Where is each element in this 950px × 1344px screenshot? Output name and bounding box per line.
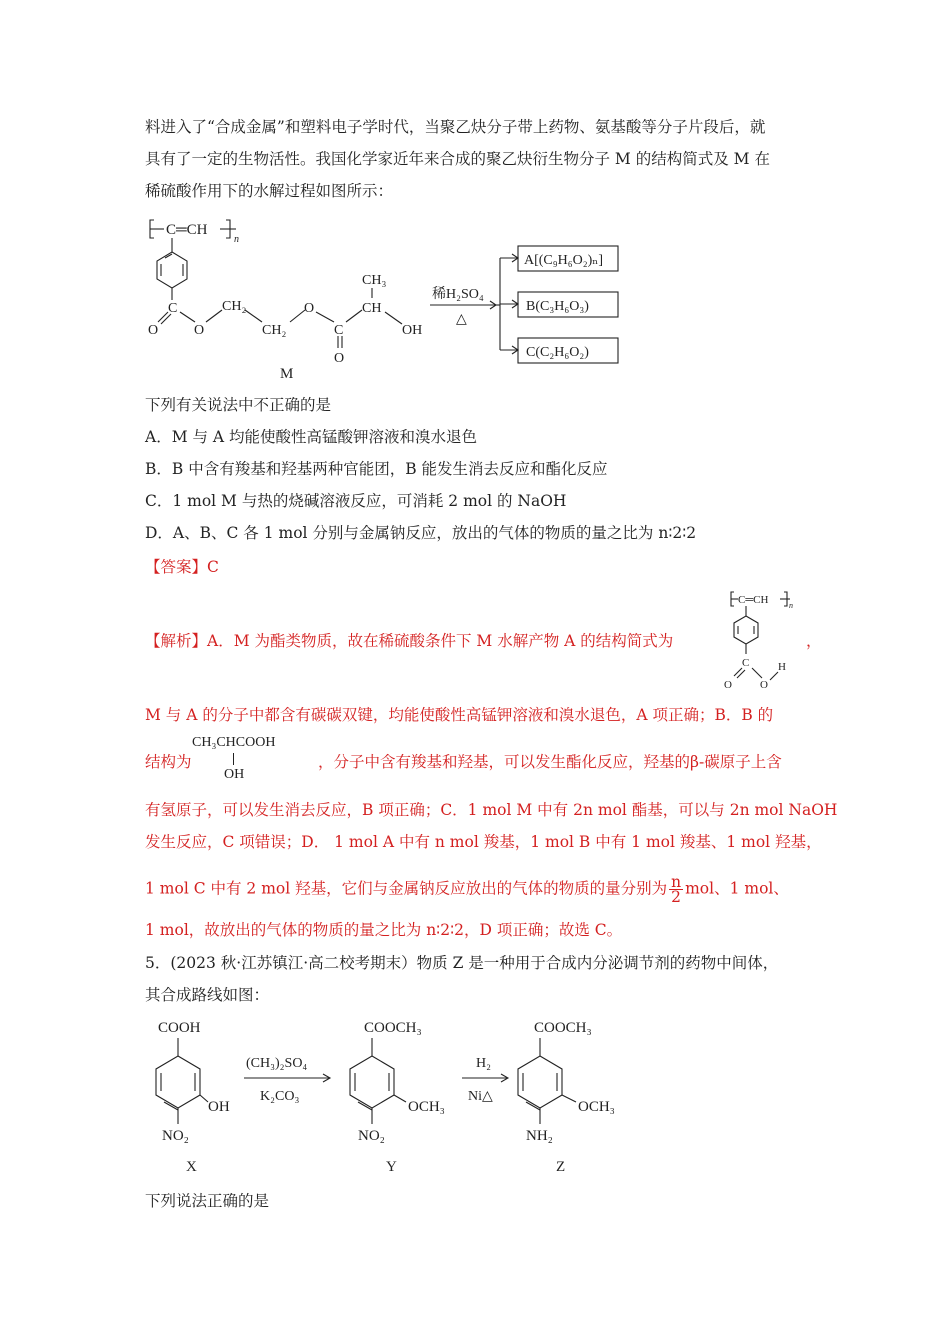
label-Y: Y (386, 1159, 397, 1175)
reagent-dilute-h2so4: 稀H₂SO₄ (432, 287, 484, 302)
m-polymer-n: n (234, 234, 239, 245)
product-C: C(C₂H₆O₂) (526, 345, 589, 360)
m-ester-c2: C (334, 323, 344, 338)
m-oh: OH (402, 323, 423, 338)
a-carbonyl-c: C (742, 657, 750, 669)
a-carbonyl-o: O (724, 679, 732, 691)
arrow1-reagent-top: (CH₃)₂SO₄ (246, 1056, 308, 1071)
fraction-denominator: 2 (671, 888, 682, 906)
analysis-line-1: 【解析】A．M 为酯类物质，故在稀硫酸条件下 M 水解产物 A 的结构简式为 (145, 632, 674, 650)
m-ch2-b: CH₂ (262, 323, 287, 338)
intro-line-3: 稀硫酸作用下的水解过程如图所示： (145, 182, 394, 200)
option-b: B．B 中含有羧基和羟基两种官能团，B 能发生消去反应和酯化反应 (145, 460, 608, 478)
b-formula-oh: OH (224, 767, 245, 782)
option-a: A．M 与 A 均能使酸性高锰酸钾溶液和溴水退色 (145, 428, 478, 446)
product-B: B(C₃H₆O₃) (526, 299, 589, 314)
analysis-line-3-end: ，分子中含有羧基和羟基，可以发生酯化反应，羟基的β-碳原子上含 (318, 753, 782, 771)
m-ch3: CH₃ (362, 273, 387, 288)
intro-line-2: 具有了一定的生物活性。我国化学家近年来合成的聚乙炔衍生物分子 M 的结构简式及 M 在 (145, 150, 770, 168)
label-Z: Z (556, 1159, 566, 1175)
x-oh: OH (208, 1099, 230, 1115)
analysis-line-6 (145, 875, 789, 904)
analysis-line-7: 1 mol，故放出的气体的物质的量之比为 n∶2∶2，D 项正确；故选 C。 (145, 921, 623, 939)
m-ester-o3: O (304, 301, 315, 316)
analysis-line-3-start: 结构为 (145, 753, 192, 771)
arrow2-reagent-top: H₂ (476, 1056, 491, 1071)
a-hydroxyl-h: H (778, 661, 786, 673)
analysis-line-6-start: 1 mol C 中有 2 mol 羟基，它们与金属钠反应放出的气体的物质的量分别为 (145, 879, 668, 898)
a-polymer-n: n (789, 601, 793, 610)
option-d: D．A、B、C 各 1 mol 分别与金属钠反应，放出的气体的物质的量之比为 n∶2∶2 (145, 524, 697, 542)
z-cooch3: COOCH₃ (534, 1020, 592, 1036)
x-no2: NO₂ (162, 1128, 189, 1144)
label-X: X (186, 1159, 197, 1175)
analysis-line-1-end: ， (806, 632, 822, 650)
y-och3: OCH₃ (408, 1099, 445, 1115)
z-och3: OCH₃ (578, 1099, 615, 1115)
m-ester-o2: O (194, 323, 205, 338)
q5-line-2: 其合成路线如图： (145, 986, 270, 1004)
label-M: M (280, 366, 294, 382)
x-cooh: COOH (158, 1020, 201, 1036)
question-stem: 下列有关说法中不正确的是 (145, 396, 332, 414)
a-polymer-unit: C═CH (738, 594, 769, 606)
intro-line-1: 料进入了“合成金属”和塑料电子学时代，当聚乙炔分子带上药物、氨基酸等分子片段后，就 (145, 118, 766, 136)
structure-B-inline (192, 735, 307, 785)
answer: 【答案】C (145, 558, 219, 576)
option-c: C．1 mol M 与热的烧碱溶液反应，可消耗 2 mol 的 NaOH (145, 492, 567, 510)
structure-A (718, 584, 808, 694)
analysis-line-2: M 与 A 的分子中都含有碳碳双键，均能使酸性高锰钾溶液和溴水退色，A 项正确；B．B 的 (145, 706, 774, 724)
analysis-line-6-end: mol、1 mol、 (685, 879, 789, 898)
m-ch: CH (362, 301, 382, 316)
arrow2-reagent-bottom: Ni△ (468, 1089, 493, 1104)
a-hydroxyl-o: O (760, 679, 768, 691)
m-ester-o1: O (148, 323, 159, 338)
y-cooch3: COOCH₃ (364, 1020, 422, 1036)
fraction-n-over-2 (669, 875, 683, 904)
m-ester-c: C (168, 301, 178, 316)
b-formula-bond (233, 753, 234, 765)
q5-stem: 下列说法正确的是 (145, 1192, 270, 1210)
synthesis-route-scheme (140, 1012, 660, 1182)
reagent-heat: △ (456, 312, 467, 327)
z-nh2: NH₂ (526, 1128, 553, 1144)
structure-M-scheme (140, 210, 640, 385)
b-formula-main: CH₃CHCOOH (192, 735, 276, 750)
m-ch2-a: CH₂ (222, 299, 247, 314)
analysis-line-5: 发生反应，C 项错误；D． 1 mol A 中有 n mol 羧基，1 mol B 中有 1 mol 羧基、1 mol 羟基， (145, 833, 822, 851)
y-no2: NO₂ (358, 1128, 385, 1144)
analysis-line-4: 有氢原子，可以发生消去反应，B 项正确；C．1 mol M 中有 2n mol 酯基，可以与 2n mol NaOH (145, 801, 838, 819)
fraction-numerator: n (671, 873, 682, 891)
product-A: A[(C₉H₆O₂)ₙ] (524, 253, 604, 268)
m-ester-o4: O (334, 351, 345, 366)
q5-line-1: 5．(2023 秋·江苏镇江·高二校考期末）物质 Z 是一种用于合成内分泌调节剂的药物中间体， (145, 954, 779, 972)
arrow1-reagent-bottom: K₂CO₃ (260, 1089, 300, 1104)
m-polymer-unit: C═CH (166, 222, 208, 238)
